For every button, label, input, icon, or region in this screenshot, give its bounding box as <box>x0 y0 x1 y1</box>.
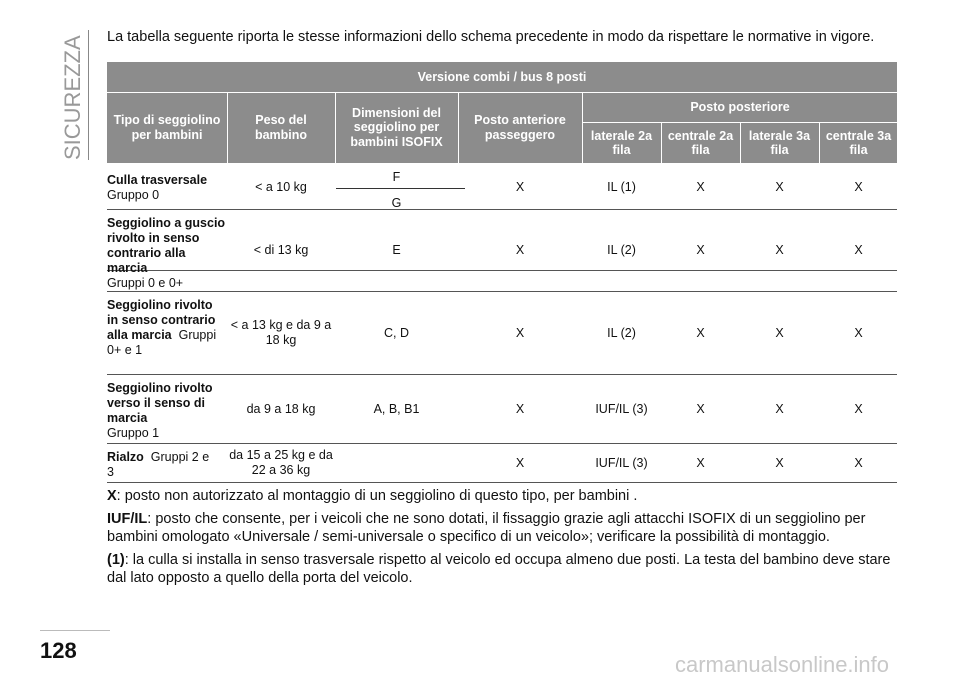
row-rear-lateral-3: X <box>775 401 784 416</box>
row-rear-lateral-2: IUF/IL (3) <box>595 401 648 416</box>
note-item <box>107 511 907 546</box>
note-key: IUF/IL <box>107 511 148 528</box>
row-seat-type <box>107 381 227 443</box>
row-weight: da 9 a 18 kg <box>246 401 316 416</box>
note-text: : posto che consente, per i veicoli che ne sono dotati, il fissaggio grazie agli attacchi ISOFIX di un seggiolino per bambini omologato «Universale / semi-universale o specifico di un veicolo»; verificare la possibilità di montaggio. <box>107 511 866 545</box>
row-seat-type <box>107 216 227 291</box>
header-dimensions: Dimensioni del seggiolino per bambini ISOFIX <box>350 105 443 149</box>
section-side-rule <box>88 30 89 160</box>
row-rear-central-2: X <box>696 325 705 340</box>
page-number-rule <box>40 630 110 631</box>
row-rear-lateral-3: X <box>775 325 784 340</box>
row-dimension: C, D <box>384 325 409 340</box>
note-key: (1) <box>107 552 125 569</box>
row-seat-name: Seggiolino rivolto verso il senso di marcia <box>107 381 213 425</box>
section-side-label-text: SICUREZZA <box>60 35 85 160</box>
row-dimension <box>336 444 457 482</box>
row-dimension: A, B, B1 <box>373 401 420 416</box>
row-dimension-top: F <box>392 169 401 184</box>
table-row <box>107 444 897 483</box>
header-rear-central-3: centrale 3a fila <box>825 128 892 157</box>
row-rear-lateral-2: IL (1) <box>607 179 636 194</box>
row-rear-central-3: X <box>854 179 863 194</box>
row-rear-lateral-3: X <box>775 243 784 257</box>
note-key: X <box>107 488 117 504</box>
row-front-seat: X <box>515 179 525 194</box>
watermark: carmanualsonline.info <box>675 652 890 677</box>
row-seat-group: Gruppo 1 <box>107 426 160 440</box>
note-item <box>107 552 907 587</box>
row-seat-name: Rialzo <box>107 450 148 464</box>
row-seat-group: Gruppi 0+ e 1 <box>107 328 217 357</box>
row-rear-central-2: X <box>696 179 705 194</box>
row-rear-central-2: X <box>696 401 705 416</box>
row-rear-lateral-3: X <box>775 455 784 470</box>
table-row <box>107 292 897 375</box>
row-seat-name: Seggiolino rivolto in senso contrario alla marcia <box>107 298 216 342</box>
row-rear-lateral-2: IUF/IL (3) <box>595 455 648 470</box>
row-seat-group: Gruppi 0 e 0+ <box>107 276 184 290</box>
row-rear-lateral-3: X <box>775 179 784 194</box>
row-front-seat: X <box>515 455 525 470</box>
row-weight: < a 13 kg e da 9 a 18 kg <box>230 318 332 347</box>
section-side-label <box>50 32 90 162</box>
legend-notes <box>107 488 907 593</box>
row-rear-lateral-2: IL (2) <box>607 243 636 257</box>
header-weight: Peso del bambino <box>254 113 308 142</box>
row-weight: < a 10 kg <box>255 179 307 194</box>
row-rear-central-3: X <box>854 243 863 257</box>
row-rear-central-3: X <box>854 325 863 340</box>
table-title: Versione combi / bus 8 posti <box>417 69 587 84</box>
row-rear-central-3: X <box>854 401 863 416</box>
row-rear-central-2: X <box>696 243 705 257</box>
row-rear-lateral-2: IL (2) <box>607 325 636 340</box>
table-row-divider <box>107 166 897 210</box>
table-header <box>107 62 897 163</box>
row-rear-central-3: X <box>854 455 863 470</box>
row-front-seat: X <box>515 325 525 340</box>
row-seat-type <box>107 298 227 374</box>
header-rear-central-2: centrale 2a fila <box>667 128 734 157</box>
intro-text: La tabella seguente riporta le stesse informazioni dello schema precedente in modo da rispettare le normative in vigore. <box>107 29 875 45</box>
row-weight: da 15 a 25 kg e da 22 a 36 kg <box>229 448 333 477</box>
note-item <box>107 488 907 505</box>
table-row <box>107 375 897 444</box>
page-number: 128 <box>40 638 77 663</box>
header-rear-seat: Posto posteriore <box>690 99 790 114</box>
row-rear-central-2: X <box>696 455 705 470</box>
row-seat-type <box>107 450 217 482</box>
row-dimension: E <box>392 243 401 257</box>
row-dimension-bottom: G <box>391 195 402 210</box>
note-text: : la culla si installa in senso trasversale rispetto al veicolo ed occupa almeno due posti. La testa del bambino deve stare dal lato opposto a quello della porta del veicolo. <box>107 552 891 586</box>
header-rear-lateral-3: laterale 3a fila <box>748 128 811 157</box>
note-text: : posto non autorizzato al montaggio di un seggiolino di questo tipo, per bambini . <box>116 488 638 504</box>
row-front-seat: X <box>515 401 525 416</box>
row-front-seat: X <box>515 243 525 257</box>
row-seat-name: Culla trasversale <box>107 173 208 187</box>
header-rear-lateral-2: laterale 2a fila <box>590 128 653 157</box>
row-seat-group: Gruppi 2 e 3 <box>107 450 210 479</box>
row-weight: < di 13 kg <box>253 243 309 257</box>
header-type: Tipo di seggiolino per bambini <box>113 113 221 142</box>
row-seat-group: Gruppo 0 <box>107 188 160 202</box>
header-front-seat: Posto anteriore passeggero <box>474 113 566 142</box>
row-seat-name: Seggiolino a guscio rivolto in senso contrario alla marcia <box>107 216 226 275</box>
table-row <box>107 210 897 292</box>
